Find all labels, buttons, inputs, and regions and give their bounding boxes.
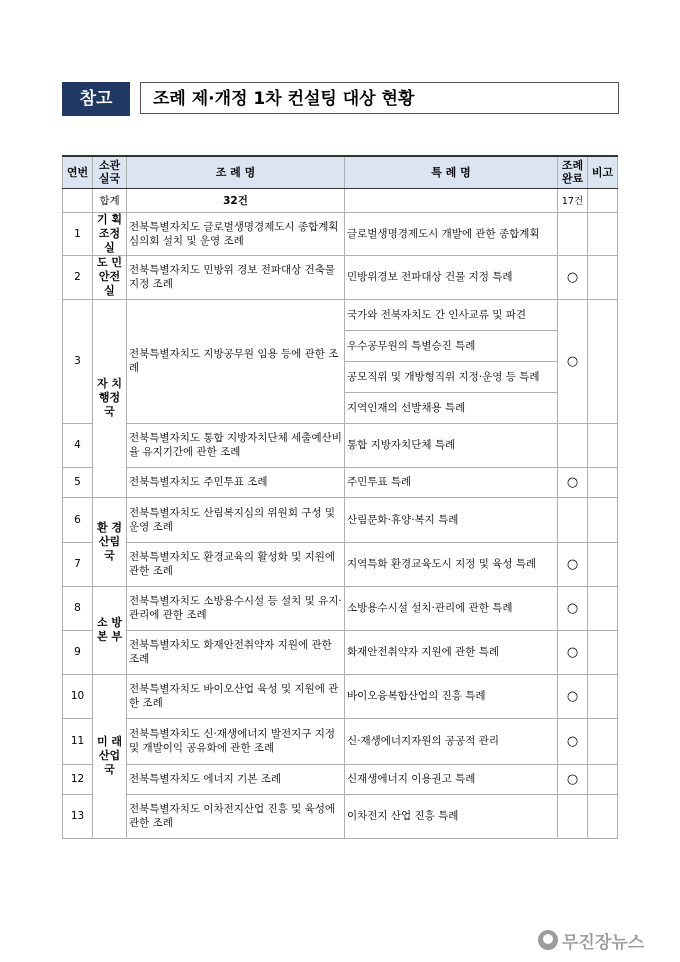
row-no: 9 (63, 630, 93, 674)
table-row (63, 423, 618, 467)
row-no: 3 (63, 299, 93, 423)
col-header-ordinance: 조 례 명 (127, 156, 345, 188)
done-cell: ○ (558, 467, 588, 497)
ordinance-cell: 전북특별자치도 화재안전취약자 지원에 관한 조례 (127, 630, 345, 674)
watermark-text: 무진장뉴스 (562, 932, 645, 953)
watermark (538, 926, 644, 954)
table-header-row (63, 156, 618, 188)
table-row (63, 674, 618, 718)
table-row (63, 497, 618, 542)
done-cell (558, 794, 588, 838)
row-no: 1 (63, 212, 93, 255)
summary-count: 32건 (127, 188, 345, 212)
note-cell (588, 497, 618, 542)
ordinance-cell: 전북특별자치도 산림복지심의 위원회 구성 및 운영 조례 (127, 497, 345, 542)
dept-cell: 미 래 산업국 (93, 674, 127, 838)
special-cell: 통합 지방자치단체 특례 (345, 423, 558, 467)
done-cell: ○ (558, 718, 588, 764)
table-row (63, 794, 618, 838)
done-cell (558, 497, 588, 542)
row-no: 7 (63, 542, 93, 586)
table-row (63, 542, 618, 586)
note-cell (588, 718, 618, 764)
special-cell: 민방위경보 전파대상 건물 지정 특례 (345, 255, 558, 299)
watermark-logo-icon (538, 930, 558, 950)
table-row (63, 212, 618, 255)
table-row (63, 467, 618, 497)
page-title: 조례 제·개정 1차 컨설팅 대상 현황 (140, 82, 619, 114)
dept-cell: 도 민 안전실 (93, 255, 127, 299)
note-cell (588, 794, 618, 838)
ordinance-cell: 전북특별자치도 주민투표 조례 (127, 467, 345, 497)
ordinance-cell: 전북특별자치도 통합 지방자치단체 세출예산비율 유지기간에 관한 조례 (127, 423, 345, 467)
special-cell: 공모직위 및 개방형직위 지정·운영 등 특례 (345, 361, 558, 392)
special-cell: 화재안전취약자 지원에 관한 특례 (345, 630, 558, 674)
dept-cell: 기 획 조정실 (93, 212, 127, 255)
done-cell: ○ (558, 255, 588, 299)
ordinance-cell: 전북특별자치도 글로벌생명경제도시 종합계획심의회 설치 및 운영 조례 (127, 212, 345, 255)
special-cell: 바이오융복합산업의 진흥 특례 (345, 674, 558, 718)
special-cell: 지역특화 환경교육도시 지정 및 육성 특례 (345, 542, 558, 586)
row-no: 4 (63, 423, 93, 467)
ordinance-cell: 전북특별자치도 민방위 경보 전파대상 건축물 지정 조례 (127, 255, 345, 299)
table-row (63, 586, 618, 630)
note-cell (588, 586, 618, 630)
done-cell (558, 212, 588, 255)
note-cell (588, 467, 618, 497)
done-cell: ○ (558, 586, 588, 630)
special-cell: 이차전지 산업 진흥 특례 (345, 794, 558, 838)
col-header-no: 연번 (63, 156, 93, 188)
table-row (63, 630, 618, 674)
row-no: 13 (63, 794, 93, 838)
ordinance-cell: 전북특별자치도 에너지 기본 조례 (127, 764, 345, 794)
dept-cell: 자 치 행정국 (93, 299, 127, 497)
special-cell: 산림문화·휴양·복지 특례 (345, 497, 558, 542)
summary-done: 17건 (558, 188, 588, 212)
ordinance-cell: 전북특별자치도 바이오산업 육성 및 지원에 관한 조례 (127, 674, 345, 718)
col-header-dept: 소관 실국 (93, 156, 127, 188)
table-row (63, 299, 618, 330)
ordinance-cell: 전북특별자치도 환경교육의 활성화 및 지원에 관한 조례 (127, 542, 345, 586)
row-no: 11 (63, 718, 93, 764)
note-cell (588, 423, 618, 467)
summary-row (63, 188, 618, 212)
row-no: 2 (63, 255, 93, 299)
ordinance-cell: 전북특별자치도 지방공무원 임용 등에 관한 조례 (127, 299, 345, 423)
note-cell (588, 764, 618, 794)
done-cell: ○ (558, 674, 588, 718)
note-cell (588, 212, 618, 255)
consulting-table (62, 155, 618, 839)
done-cell: ○ (558, 542, 588, 586)
note-cell (588, 630, 618, 674)
note-cell (588, 542, 618, 586)
row-no: 5 (63, 467, 93, 497)
done-cell: ○ (558, 764, 588, 794)
dept-cell: 소 방 본 부 (93, 586, 127, 674)
note-cell (588, 255, 618, 299)
done-cell: ○ (558, 299, 588, 423)
ordinance-cell: 전북특별자치도 신·재생에너지 발전지구 지정 및 개발이익 공유화에 관한 조례 (127, 718, 345, 764)
special-cell: 국가와 전북자치도 간 인사교류 및 파견 (345, 299, 558, 330)
special-cell: 신재생에너지 이용권고 특례 (345, 764, 558, 794)
special-cell: 소방용수시설 설치·관리에 관한 특례 (345, 586, 558, 630)
dept-cell: 환 경 산림국 (93, 497, 127, 586)
special-cell: 우수공무원의 특별승진 특례 (345, 330, 558, 361)
note-cell (588, 674, 618, 718)
table-row (63, 718, 618, 764)
col-header-done: 조례 완료 (558, 156, 588, 188)
table-row (63, 764, 618, 794)
ordinance-cell: 전북특별자치도 이차전지산업 진흥 및 육성에 관한 조례 (127, 794, 345, 838)
col-header-note: 비고 (588, 156, 618, 188)
special-cell: 글로벌생명경제도시 개발에 관한 종합계획 (345, 212, 558, 255)
row-no: 6 (63, 497, 93, 542)
special-cell: 지역인재의 선발채용 특례 (345, 392, 558, 423)
ordinance-cell: 전북특별자치도 소방용수시설 등 설치 및 유지·관리에 관한 조례 (127, 586, 345, 630)
special-cell: 신·재생에너지자원의 공공적 관리 (345, 718, 558, 764)
row-no: 12 (63, 764, 93, 794)
col-header-special: 특 례 명 (345, 156, 558, 188)
row-no: 8 (63, 586, 93, 630)
row-no: 10 (63, 674, 93, 718)
table-row (63, 255, 618, 299)
done-cell (558, 423, 588, 467)
summary-label: 합계 (93, 188, 127, 212)
reference-tag: 참고 (62, 82, 130, 116)
note-cell (588, 299, 618, 423)
special-cell: 주민투표 특례 (345, 467, 558, 497)
done-cell: ○ (558, 630, 588, 674)
